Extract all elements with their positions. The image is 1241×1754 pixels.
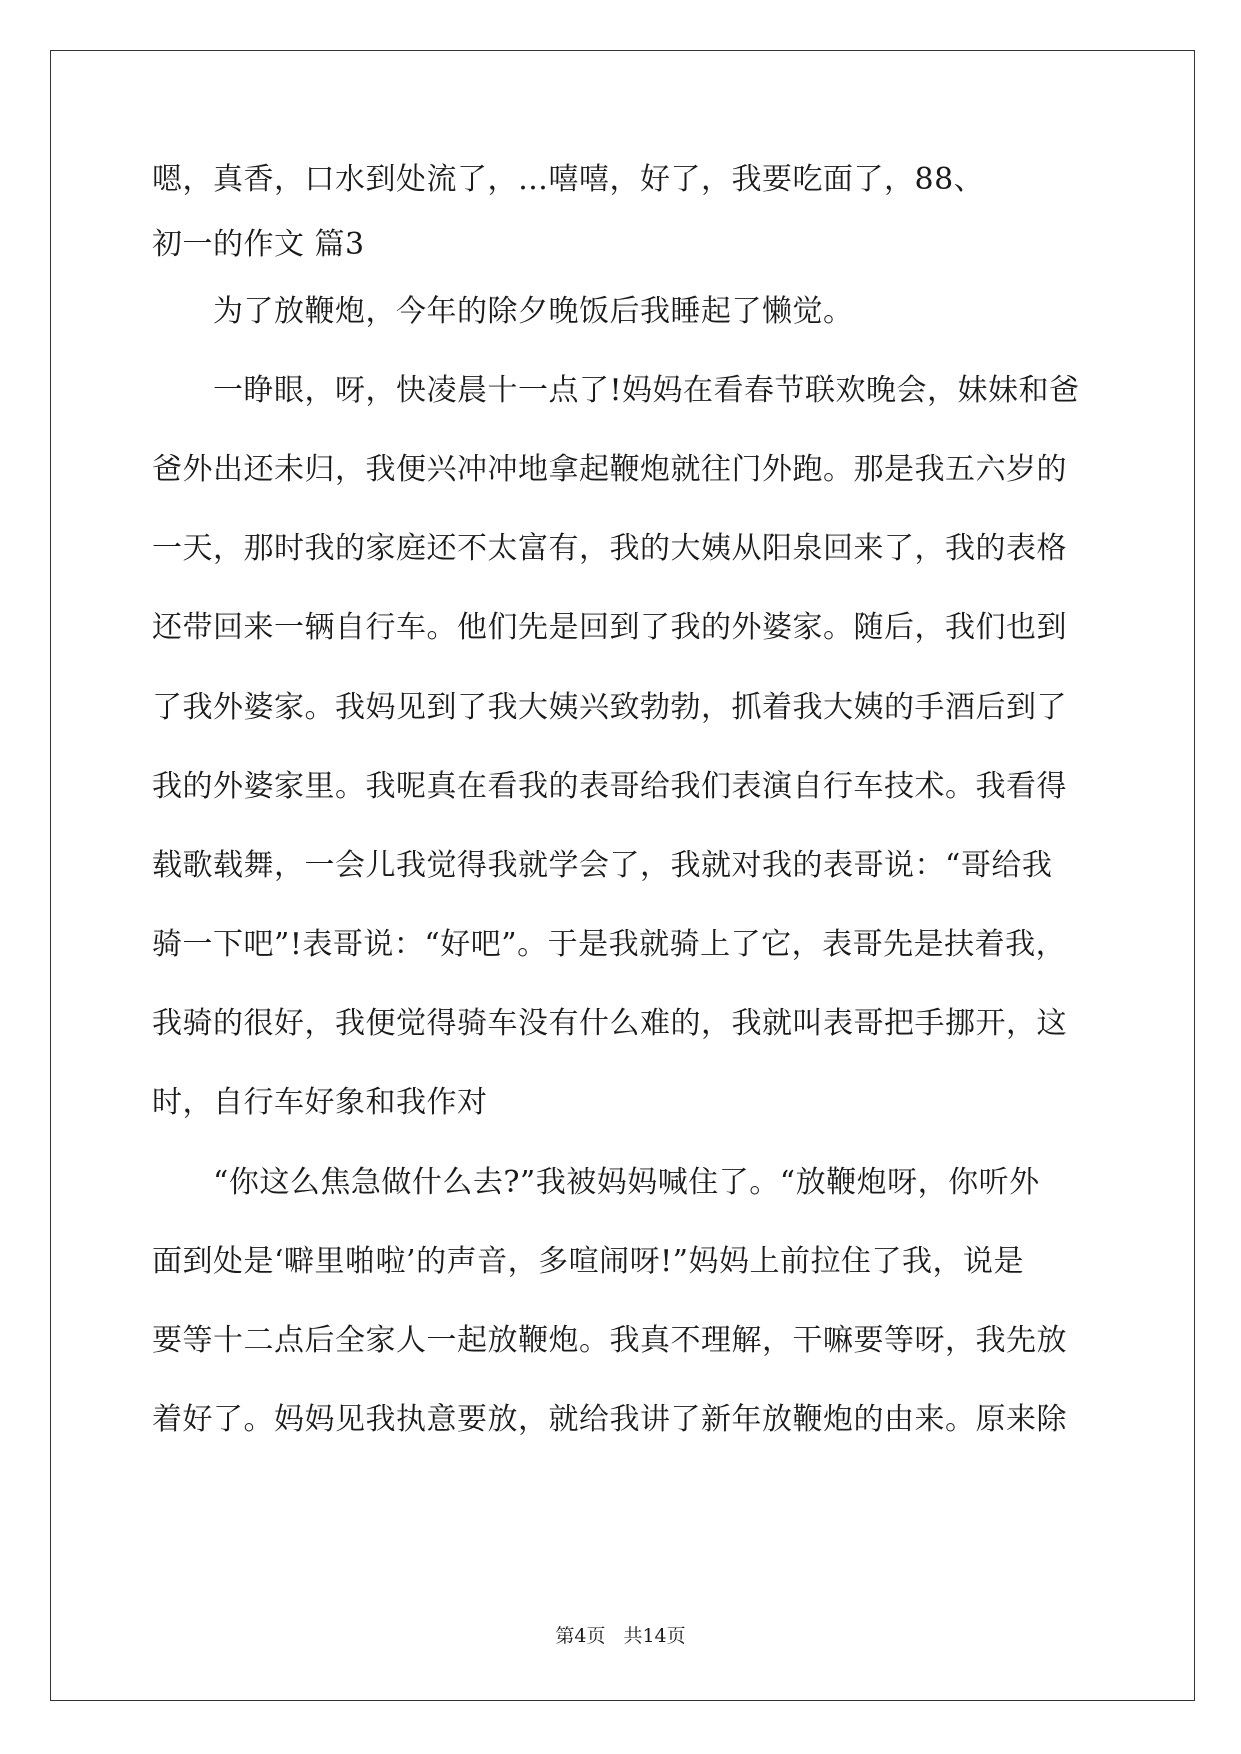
paragraph-line: 着好了。妈妈见我执意要放，就给我讲了新年放鞭炮的由来。原来除 [152, 1402, 1067, 1437]
paragraph-line: 一天，那时我的家庭还不太富有，我的大姨从阳泉回来了，我的表格 [152, 531, 1067, 566]
paragraph-line: 骑一下吧”!表哥说：“好吧”。于是我就骑上了它，表哥先是扶着我， [152, 927, 1067, 962]
paragraph-line: 还带回来一辆自行车。他们先是回到了我的外婆家。随后，我们也到 [152, 610, 1067, 645]
paragraph-line: 我骑的很好，我便觉得骑车没有什么难的，我就叫表哥把手挪开，这 [152, 1006, 1067, 1041]
paragraph-line: 一睁眼，呀，快凌晨十一点了!妈妈在看春节联欢晚会，妹妹和爸 [152, 373, 1080, 408]
paragraph-line: 爸外出还未归，我便兴冲冲地拿起鞭炮就往门外跑。那是我五六岁的 [152, 452, 1067, 487]
paragraph-line: 载歌载舞，一会儿我觉得我就学会了，我就对我的表哥说：“哥给我 [152, 848, 1053, 883]
paragraph-line: 时，自行车好象和我作对 [152, 1085, 488, 1120]
section-heading: 初一的作文 篇3 [152, 227, 365, 262]
paragraph-line: 为了放鞭炮，今年的除夕晚饭后我睡起了懒觉。 [152, 294, 854, 329]
paragraph-line: “你这么焦急做什么去?”我被妈妈喊住了。“放鞭炮呀，你听外 [152, 1165, 1040, 1200]
total-pages: 共14页 [623, 1625, 686, 1647]
paragraph-line: 要等十二点后全家人一起放鞭炮。我真不理解，干嘛要等呀，我先放 [152, 1323, 1067, 1358]
paragraph-line: 面到处是‘噼里啪啦’的声音，多喧闹呀!”妈妈上前拉住了我，说是 [152, 1244, 1024, 1279]
paragraph-line: 我的外婆家里。我呢真在看我的表哥给我们表演自行车技术。我看得 [152, 769, 1067, 804]
text-line: 嗯，真香，口水到处流了，…嘻嘻，好了，我要吃面了，88、 [152, 162, 985, 197]
current-page-number: 第4页 [555, 1625, 606, 1647]
page-footer [0, 1624, 1241, 1648]
paragraph-line: 了我外婆家。我妈见到了我大姨兴致勃勃，抓着我大姨的手酒后到了 [152, 690, 1067, 725]
